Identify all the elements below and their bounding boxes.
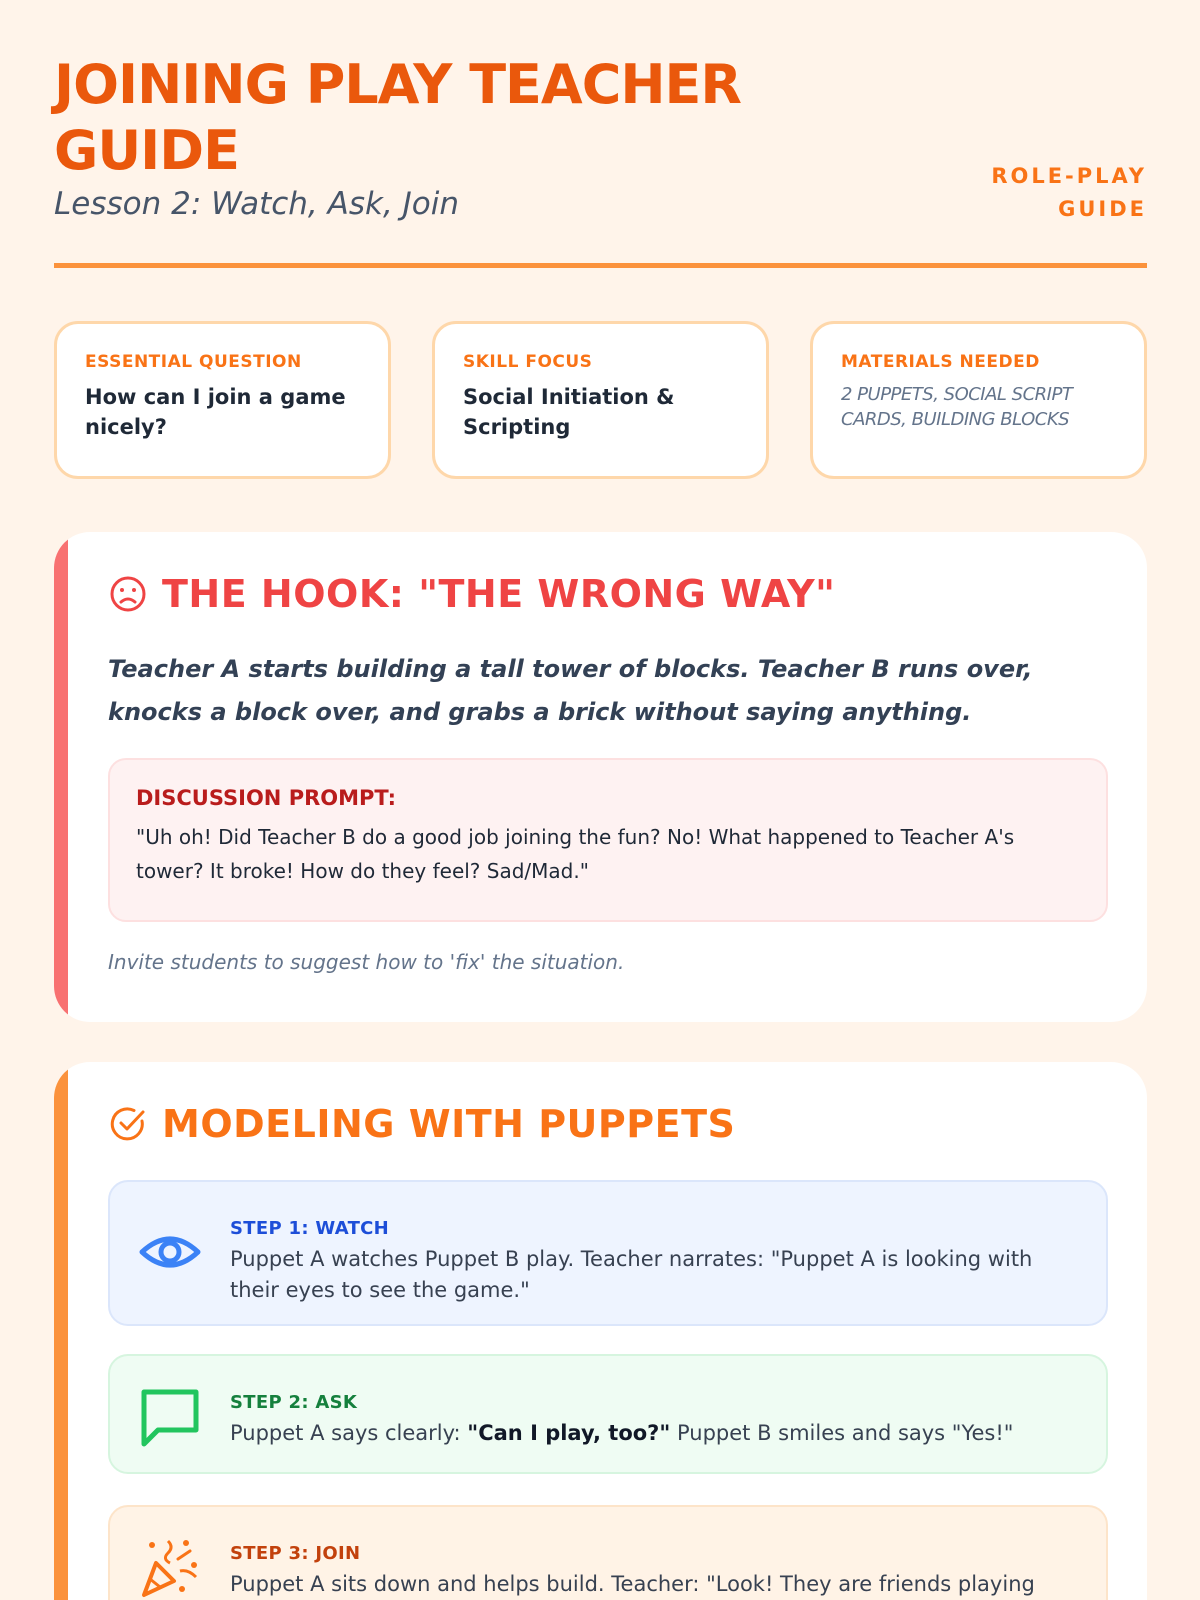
discussion-prompt-box (108, 758, 1108, 922)
hook-title-text: THE HOOK: "THE WRONG WAY" (162, 572, 836, 616)
speech-bubble-icon (138, 1386, 202, 1450)
hook-section (54, 532, 1147, 1022)
document-type-label: ROLE-PLAY GUIDE (991, 164, 1147, 221)
modeling-section (54, 1062, 1147, 1600)
discussion-prompt-label: DISCUSSION PROMPT: (136, 786, 396, 810)
step-text: Puppet A sits down and helps build. Teacher: "Look! They are friends playing (230, 1572, 1035, 1596)
party-popper-icon (138, 1535, 202, 1599)
eye-icon (138, 1220, 202, 1284)
step-text-after: Puppet B smiles and says "Yes!" (670, 1421, 1014, 1445)
step-text: Puppet A watches Puppet B play. Teacher narrates: "Puppet A is looking with their eyes to see the game." (230, 1247, 1033, 1302)
step-label: STEP 2: ASK (230, 1392, 358, 1413)
modeling-accent-bar (54, 1062, 68, 1600)
step-text-question: "Can I play, too?" (467, 1421, 671, 1445)
info-cards (54, 321, 1147, 479)
card-label: SKILL FOCUS (463, 352, 593, 372)
page-title: JOINING PLAY TEACHER GUIDE (54, 53, 742, 182)
step-watch-card (108, 1180, 1108, 1326)
check-circle-icon (108, 1104, 148, 1144)
step-label: STEP 1: WATCH (230, 1218, 390, 1239)
step-text-before: Puppet A says clearly: (230, 1421, 468, 1445)
card-label: MATERIALS NEEDED (841, 352, 1040, 372)
step-label: STEP 3: JOIN (230, 1543, 361, 1564)
card-value: 2 PUPPETS, SOCIAL SCRIPT CARDS, BUILDING BLOCKS (841, 384, 1073, 430)
hook-note: Invite students to suggest how to 'fix' the situation. (108, 950, 625, 974)
header (54, 0, 1147, 268)
hook-section-title (108, 572, 835, 616)
step-text (230, 1418, 1070, 1449)
hook-description: Teacher A starts building a tall tower of blocks. Teacher B runs over, knocks a block over, and grabs a brick without saying anything. (108, 655, 1033, 726)
modeling-section-title (108, 1102, 735, 1146)
materials-needed-card (810, 321, 1147, 479)
card-value: How can I join a game nicely? (85, 385, 346, 439)
skill-focus-card (432, 321, 769, 479)
card-value: Social Initiation & Scripting (463, 385, 675, 439)
sad-face-icon (108, 574, 148, 614)
step-ask-card (108, 1354, 1108, 1474)
card-label: ESSENTIAL QUESTION (85, 352, 302, 372)
discussion-prompt-text: "Uh oh! Did Teacher B do a good job joining the fun? No! What happened to Teacher A's tower? It broke! How do they feel? Sad/Mad." (136, 825, 1015, 883)
essential-question-card (54, 321, 391, 479)
page-subtitle: Lesson 2: Watch, Ask, Join (54, 186, 460, 222)
guide-page (54, 0, 1147, 1596)
modeling-title-text: MODELING WITH PUPPETS (162, 1102, 736, 1146)
hook-accent-bar (54, 532, 68, 1022)
step-join-card (108, 1505, 1108, 1600)
